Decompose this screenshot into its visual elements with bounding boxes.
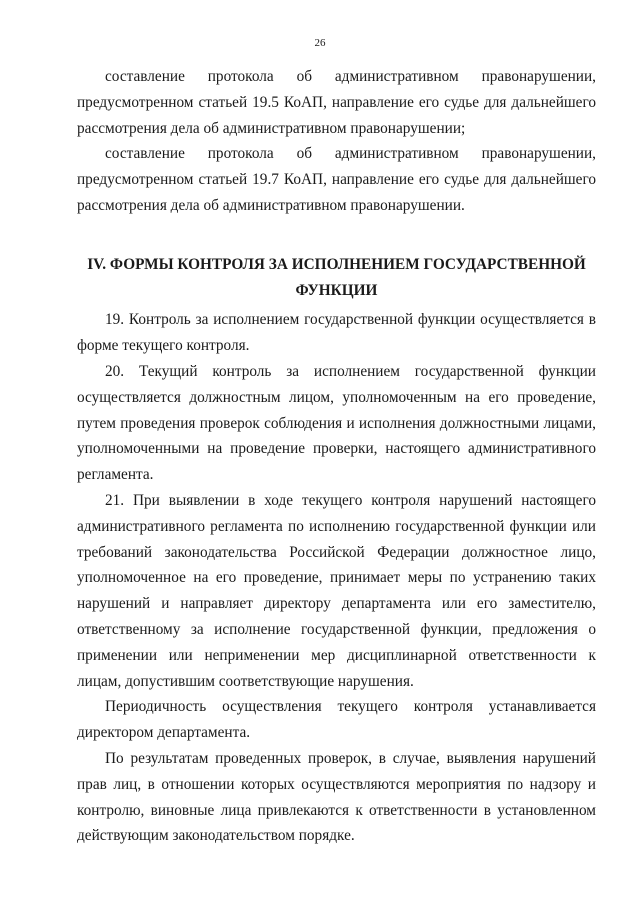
paragraph-inspection-results: По результатам проведенных проверок, в случае, выявления нарушений прав лиц, в отношении которых осуществляются мероприятия по надзору и контролю, виновные лица привлекаются к ответственности в установленном действующим законодательством порядке. — [77, 749, 596, 845]
paragraph-21: 21. При выявлении в ходе текущего контроля нарушений настоящего административного регламента по исполнению государственной функции или требований законодательства Российской Федерации должностное лицо, уполномоченное на его проведение, принимает меры по устранению таких нарушений и направляет директору департамента или его заместителю, ответственному за исполнение государственной функции, предложения о применении или неприменении мер дисциплинарной ответственности к лицам, допустившим соответствующие нарушения. — [77, 491, 596, 690]
paragraph-protocol-19-5: составление протокола об административном правонарушении, предусмотренном статьей 19.5 КоАП, направление его судье для дальнейшего рассмотрения дела об административном правонарушении; — [77, 68, 596, 137]
page-content — [77, 64, 596, 849]
paragraph-protocol-19-7: составление протокола об административном правонарушении, предусмотренном статьей 19.7 КоАП, направление его судье для дальнейшего рассмотрения дела об административном правонарушении. — [77, 145, 596, 214]
paragraph-19: 19. Контроль за исполнением государственной функции осуществляется в форме текущего контроля. — [77, 311, 596, 355]
paragraph-periodicity: Периодичность осуществления текущего контроля устанавливается директором департамента. — [77, 698, 596, 742]
section-title: IV. ФОРМЫ КОНТРОЛЯ ЗА ИСПОЛНЕНИЕМ ГОСУДАРСТВЕННОЙ ФУНКЦИИ — [87, 255, 586, 299]
paragraph-20: 20. Текущий контроль за исполнением государственной функции осуществляется должностным лицом, уполномоченным на его проведение, путем проведения проверок соблюдения и исполнения должностными лицами, уполномоченными на проведение проверки, настоящего административного регламента. — [77, 362, 596, 484]
page-number: 26 — [314, 37, 326, 49]
